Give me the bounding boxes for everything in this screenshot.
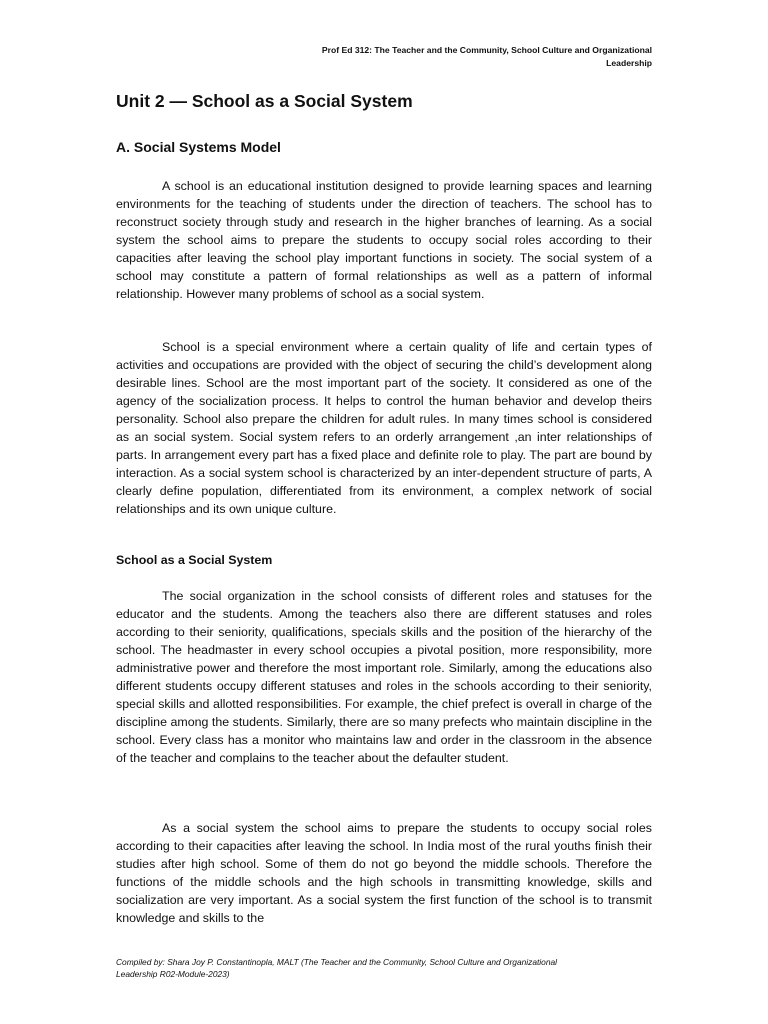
page-footer: Compiled by: Shara Joy P. Constantinopla, MALT (The Teacher and the Community, School Culture and Organizational Leadership R02-Module-2023) <box>116 957 558 979</box>
paragraph: The social organization in the school consists of different roles and statuses for the educator and the students. Among the teachers also there are different statuses and roles according to their seniority, qualifications, specials skills and the position of the hierarchy of the school. The headmaster in every school occupies a pivotal position, more responsibility, more administrative power and therefore the most important role. Similarly, among the educations also different students occupy different statuses and roles in the schools according to their seniority, special skills and allotted responsibilities. For example, the chief prefect is overall in charge of the discipline among the students. Similarly, there are so many prefects who maintain discipline in the school. Every class has a monitor who maintains law and order in the classroom in the absence of the teacher and complains to the teacher about the defaulter student. <box>116 589 652 765</box>
subheading: School as a Social System <box>116 553 273 567</box>
unit-title: Unit 2 — School as a Social System <box>116 91 413 111</box>
section-title: A. Social Systems Model <box>116 139 281 155</box>
paragraph: As a social system the school aims to prepare the students to occupy social roles according to their capacities after leaving the school. In India most of the rural youths finish their studies after high school. Some of them do not go beyond the middle schools. Therefore the functions of the middle schools and the high schools in transmitting knowledge, skills and socialization are very important. As a social system the first function of the school is to transmit knowledge and skills to the <box>116 821 652 925</box>
course-header: Prof Ed 312: The Teacher and the Community, School Culture and Organizational Leadership <box>321 45 652 68</box>
paragraph: School is a special environment where a certain quality of life and certain types of activities and occupations are provided with the object of securing the child’s development along desirable lines. School are the most important part of the society. It considered as one of the agency of the socialization process. It helps to control the human behavior and develop theirs personality. School also prepare the children for adult rules. In many times school is considered as an social system. Social system refers to an orderly arrangement ,an inter relationships of parts. In arrangement every part has a fixed place and definite role to play. The part are bound by interaction. As a social system school is characterized by an inter-dependent structure of parts, A clearly define population, differentiated from its environment, a complex network of social relationships and its own unique culture. <box>116 340 652 516</box>
document-page <box>116 0 652 1024</box>
paragraph: A school is an educational institution designed to provide learning spaces and learning environments for the teaching of students under the direction of teachers. The school has to reconstruct society through study and research in the higher branches of learning. As a social system the school aims to prepare the students to occupy social roles according to their capacities after leaving the school play important functions in society. The social system of a school may constitute a pattern of formal relationships as well as a pattern of informal relationship. However many problems of school as a social system. <box>116 179 652 301</box>
